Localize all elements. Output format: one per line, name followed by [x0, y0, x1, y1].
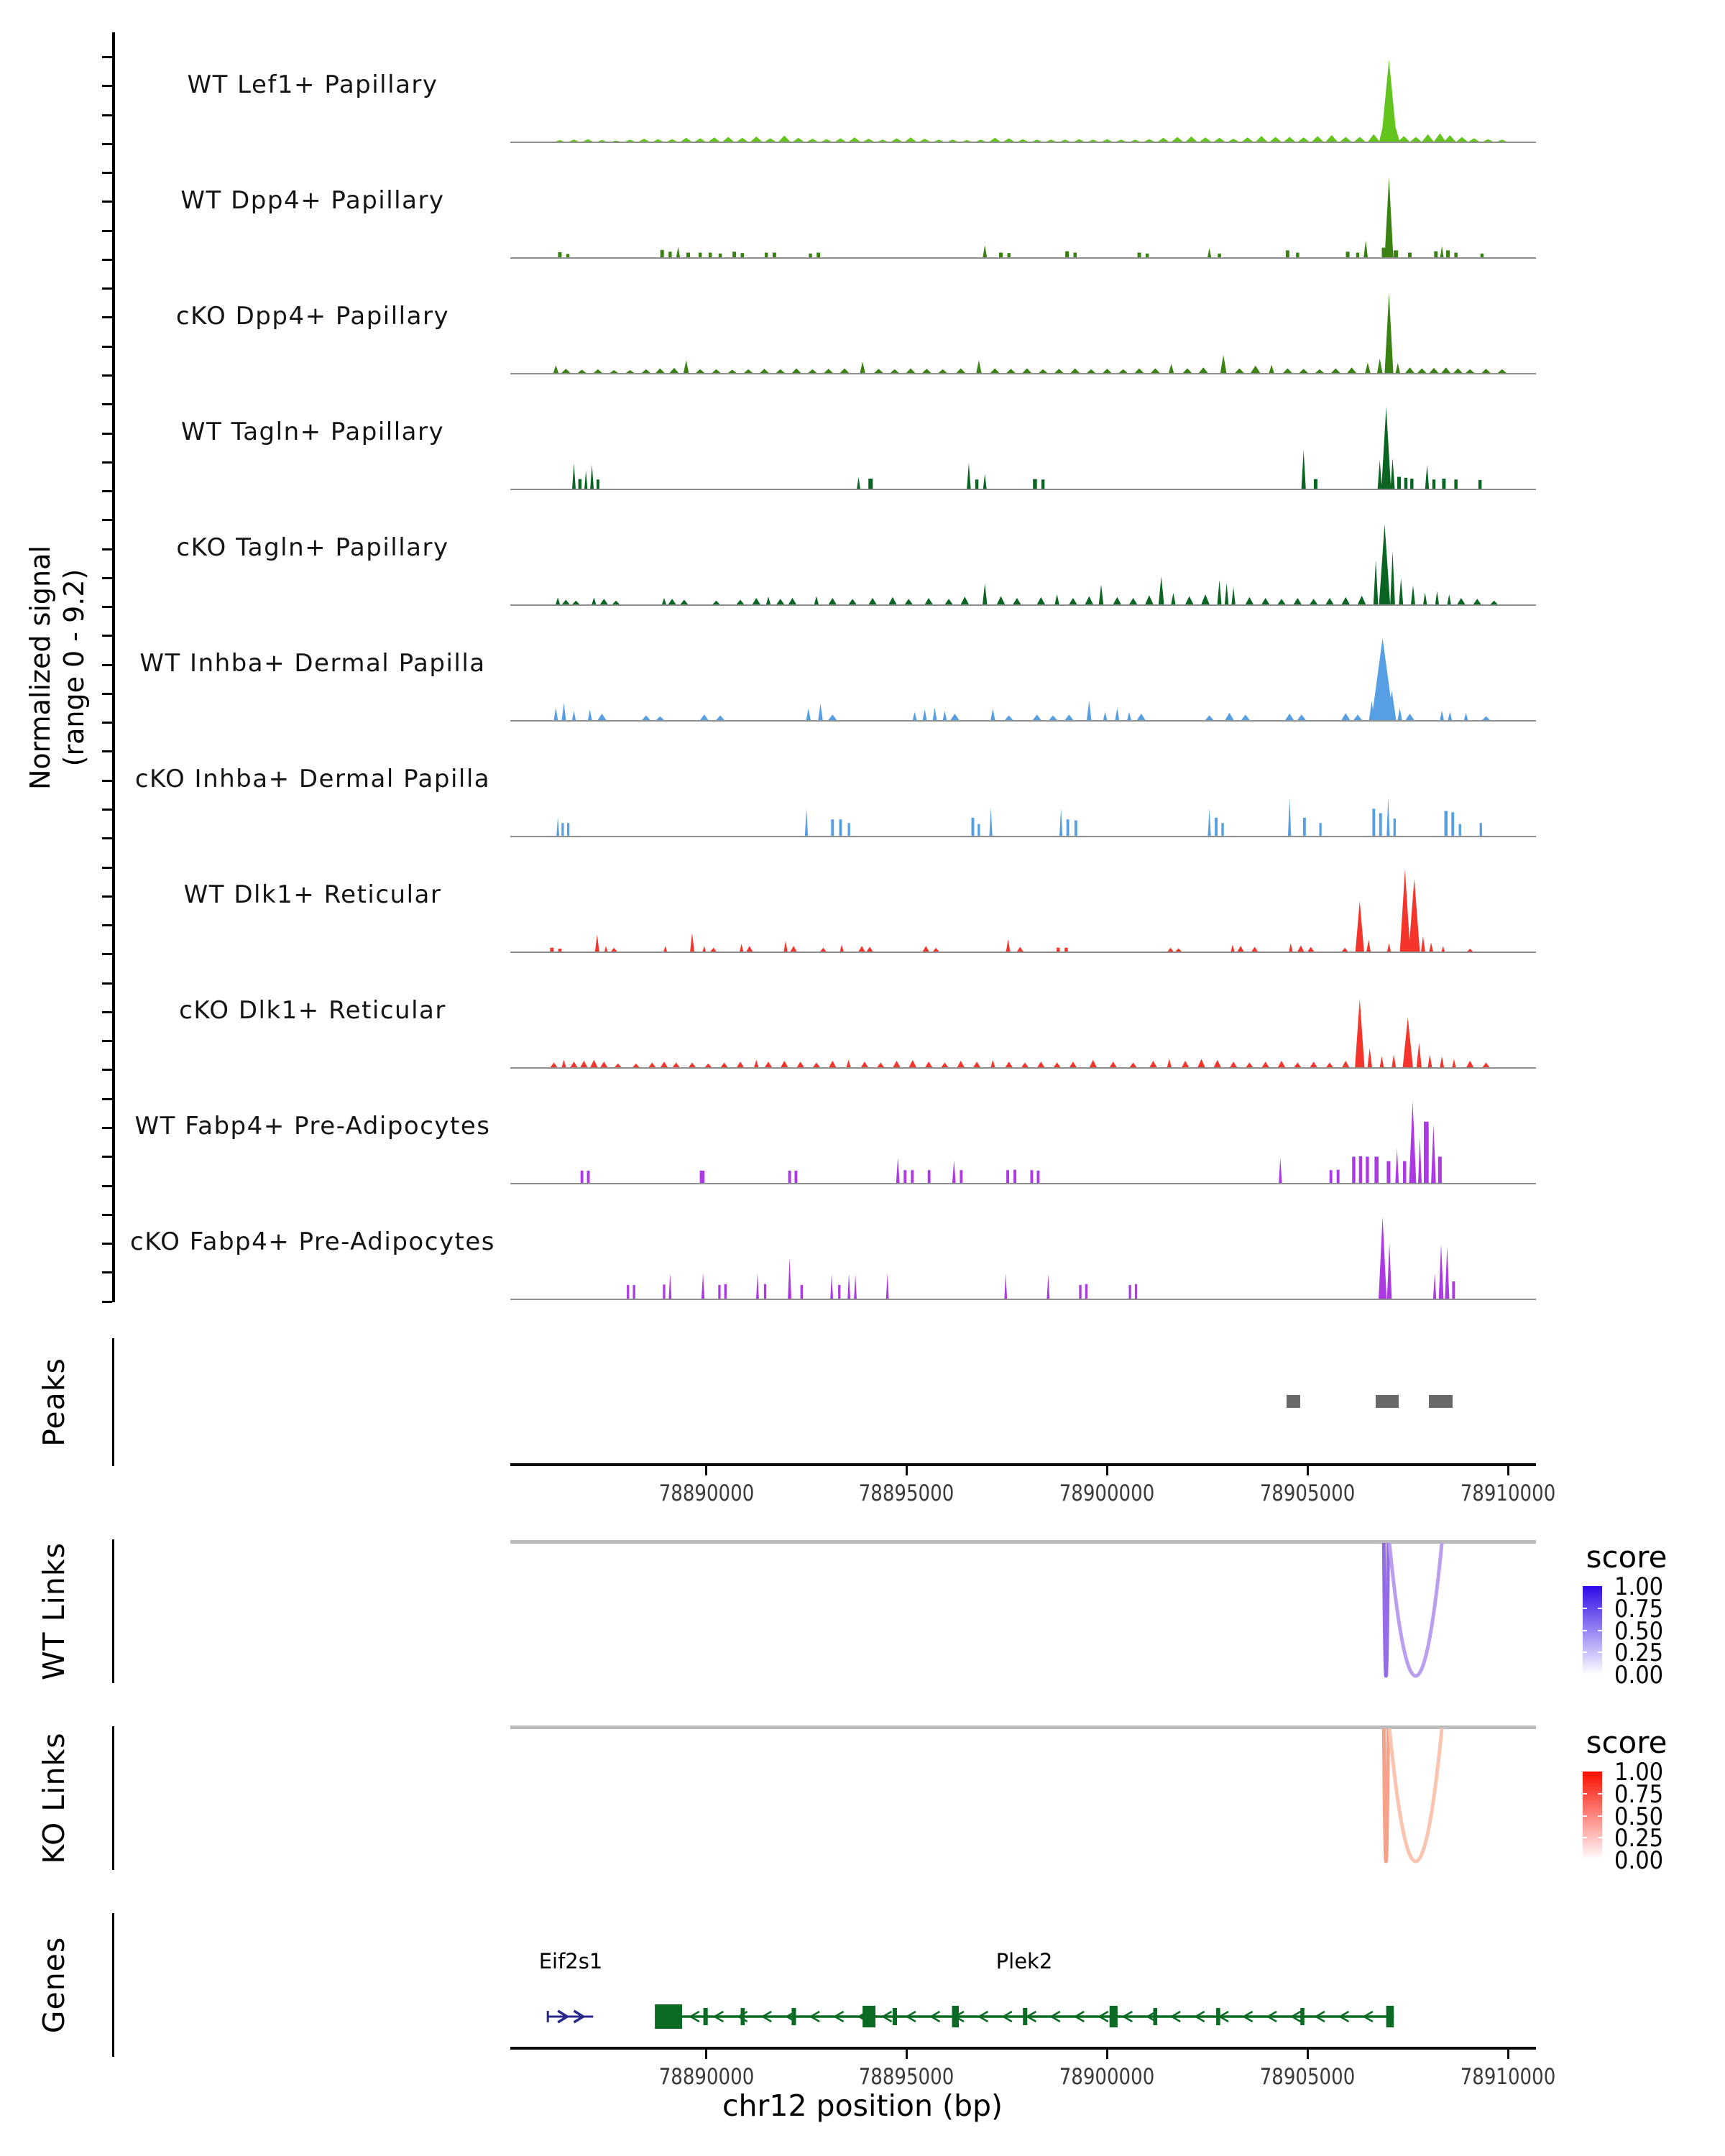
- signal-area: [676, 178, 1444, 259]
- x-axis-tick-label: 78895000: [858, 1480, 954, 1506]
- section-bracket: [112, 1338, 114, 1466]
- score-legend-title: score: [1586, 1539, 1668, 1575]
- signal-y-axis-tick: [102, 1156, 112, 1158]
- track-baseline: [510, 952, 1536, 953]
- x-axis-line: [510, 1463, 1536, 1466]
- score-legend-tick-label: 1.00: [1614, 1758, 1664, 1787]
- signal-y-axis-tick: [102, 548, 112, 550]
- score-legend-notch: [1598, 1815, 1602, 1817]
- signal-y-axis-tick: [102, 287, 112, 290]
- signal-y-axis-tick: [102, 490, 112, 492]
- wt-links-section-label: WT Links: [37, 1542, 71, 1680]
- signal-area-blocks: [581, 1122, 1442, 1184]
- score-legend-tick-label: 0.00: [1614, 1661, 1664, 1690]
- signal-area: [572, 407, 1429, 489]
- signal-y-axis-tick: [102, 433, 112, 435]
- x-axis-tick-label: 78905000: [1259, 2064, 1356, 2090]
- score-legend-notch: [1598, 1651, 1602, 1653]
- x-axis-tick-label: 78905000: [1259, 1480, 1356, 1506]
- signal-track-svg: [512, 59, 1535, 142]
- score-legend-notch: [1598, 1837, 1602, 1838]
- x-axis-tick-label: 78910000: [1460, 1480, 1556, 1506]
- section-bracket: [112, 1539, 114, 1683]
- signal-y-axis-tick: [102, 693, 112, 695]
- ko-links-section-label: KO Links: [37, 1732, 71, 1864]
- links-arcs-svg: [512, 1727, 1535, 1871]
- score-legend-notch: [1598, 1630, 1602, 1631]
- signal-y-axis-tick: [102, 1185, 112, 1187]
- signal-area-blocks: [627, 1281, 1455, 1299]
- signal-y-axis-tick: [102, 1243, 112, 1245]
- track-baseline: [510, 1299, 1536, 1300]
- signal-y-axis-tick: [102, 85, 112, 87]
- signal-area-blocks: [561, 808, 1482, 837]
- link-arc: [1384, 1728, 1388, 1861]
- signal-area: [550, 999, 1490, 1068]
- signal-area: [556, 525, 1499, 606]
- x-axis-tick: [1106, 1466, 1108, 1475]
- x-axis-tick: [1507, 1466, 1509, 1475]
- signal-y-axis-tick: [102, 780, 112, 782]
- score-legend-notch: [1583, 1651, 1587, 1653]
- peaks-section-label: Peaks: [37, 1358, 71, 1447]
- signal-y-axis-tick: [102, 316, 112, 318]
- signal-y-axis-tick: [102, 461, 112, 464]
- track-label: WT Tagln+ Papillary: [180, 418, 445, 446]
- score-legend-notch: [1583, 1608, 1587, 1609]
- signal-y-axis-tick: [102, 56, 112, 58]
- signal-y-axis-tick: [102, 606, 112, 608]
- link-arc: [1389, 1543, 1442, 1676]
- signal-y-axis-tick: [102, 201, 112, 203]
- score-legend-notch: [1583, 1837, 1587, 1838]
- track-baseline: [510, 836, 1536, 837]
- signal-y-axis-tick: [102, 1040, 112, 1042]
- signal-y-axis-tick: [102, 1127, 112, 1129]
- signal-y-axis-tick: [102, 837, 112, 839]
- track-label: WT Inhba+ Dermal Papilla: [139, 649, 486, 678]
- signal-y-axis-tick: [102, 172, 112, 174]
- genes-section-label: Genes: [37, 1936, 71, 2034]
- signal-y-axis-tick: [102, 808, 112, 811]
- signal-area: [668, 1217, 1449, 1299]
- signal-y-axis-tick: [102, 346, 112, 348]
- track-baseline: [510, 1067, 1536, 1069]
- gene-body-eif2s1: [548, 2016, 593, 2018]
- score-legend-tick-label: 1.00: [1614, 1572, 1664, 1601]
- signal-area: [553, 293, 1508, 374]
- signal-y-axis-tick: [102, 1098, 112, 1100]
- signal-y-axis-label-line1: Normalized signal: [24, 545, 56, 790]
- signal-area: [553, 60, 1509, 142]
- signal-track-svg: [512, 290, 1535, 374]
- score-legend-tick-label: 0.00: [1614, 1846, 1664, 1875]
- x-axis-tick-label: 78900000: [1059, 1480, 1155, 1506]
- signal-y-axis-tick: [102, 230, 112, 232]
- section-bracket: [112, 1913, 114, 2057]
- track-label: cKO Dlk1+ Reticular: [179, 996, 446, 1025]
- x-axis-tick: [1307, 1466, 1309, 1475]
- links-arcs-svg: [512, 1542, 1535, 1685]
- score-legend-tick-label: 0.50: [1614, 1617, 1664, 1646]
- score-legend-notch: [1598, 1793, 1602, 1795]
- signal-area-blocks: [579, 477, 1482, 490]
- x-axis-tick-label: 78910000: [1460, 2064, 1556, 2090]
- signal-track-svg: [512, 985, 1535, 1068]
- signal-y-axis-tick: [102, 953, 112, 955]
- score-legend-title: score: [1586, 1725, 1668, 1760]
- signal-track-svg: [512, 869, 1535, 952]
- score-legend-notch: [1583, 1630, 1587, 1631]
- genes-svg: [512, 1933, 1535, 2063]
- track-baseline: [510, 373, 1536, 374]
- signal-track-svg: [512, 1100, 1535, 1184]
- x-axis-tick-label: 78890000: [658, 2064, 755, 2090]
- signal-y-axis-tick: [102, 1069, 112, 1071]
- signal-y-axis-tick: [102, 722, 112, 724]
- track-baseline: [510, 604, 1536, 606]
- score-legend-notch: [1598, 1608, 1602, 1609]
- score-legend-notch: [1583, 1793, 1587, 1795]
- track-label: cKO Fabp4+ Pre-Adipocytes: [130, 1227, 495, 1256]
- signal-y-axis-tick: [102, 259, 112, 261]
- score-legend-tick-label: 0.25: [1614, 1824, 1664, 1853]
- signal-track-svg: [512, 637, 1535, 721]
- track-baseline: [510, 720, 1536, 722]
- signal-track-svg: [512, 1216, 1535, 1299]
- signal-y-axis-tick: [102, 635, 112, 637]
- gene-start-tick: [547, 2011, 549, 2022]
- peak-region: [1376, 1395, 1399, 1408]
- x-axis-tick: [705, 1466, 707, 1475]
- signal-y-axis-tick: [102, 1301, 112, 1303]
- x-axis-tick-label: 78890000: [658, 1480, 755, 1506]
- peak-region: [1429, 1395, 1453, 1408]
- signal-y-axis-tick: [102, 403, 112, 405]
- signal-area: [553, 638, 1491, 721]
- x-axis-tick-label: 78895000: [858, 2064, 954, 2090]
- section-bracket: [112, 1726, 114, 1870]
- track-baseline: [510, 257, 1536, 259]
- signal-track-svg: [512, 753, 1535, 837]
- signal-y-axis-tick: [102, 1214, 112, 1216]
- track-label: cKO Dpp4+ Papillary: [175, 302, 450, 331]
- x-axis-tick-label: 78900000: [1059, 2064, 1155, 2090]
- track-label: cKO Inhba+ Dermal Papilla: [134, 765, 491, 793]
- link-arc: [1389, 1728, 1442, 1861]
- signal-y-axis-tick: [102, 1011, 112, 1013]
- peak-region: [1287, 1395, 1300, 1408]
- signal-y-axis-tick: [102, 924, 112, 926]
- signal-y-axis-tick: [102, 114, 112, 116]
- signal-y-axis-tick: [102, 664, 112, 666]
- score-legend-tick-label: 0.50: [1614, 1802, 1664, 1831]
- signal-y-axis-tick: [102, 982, 112, 985]
- signal-track-svg: [512, 406, 1535, 489]
- gene-label-plek2: Plek2: [995, 1949, 1053, 1973]
- signal-y-axis-tick: [102, 1271, 112, 1273]
- signal-y-axis-tick: [102, 867, 112, 869]
- score-legend-notch: [1583, 1815, 1587, 1817]
- x-axis-title: chr12 position (bp): [722, 2088, 1003, 2123]
- track-label: WT Lef1+ Papillary: [187, 70, 438, 99]
- signal-track-svg: [512, 175, 1535, 258]
- link-arc: [1384, 1543, 1388, 1676]
- gene-label-eif2s1: Eif2s1: [538, 1949, 603, 1973]
- track-baseline: [510, 489, 1536, 490]
- score-legend-tick-label: 0.75: [1614, 1780, 1664, 1809]
- signal-area: [595, 870, 1474, 952]
- track-baseline: [510, 142, 1536, 143]
- track-label: WT Dpp4+ Papillary: [180, 186, 445, 215]
- signal-y-axis-label: [24, 430, 91, 905]
- x-axis-tick: [906, 1466, 908, 1475]
- score-legend-tick-label: 0.25: [1614, 1639, 1664, 1667]
- signal-y-axis-label-line2: (range 0 - 9.2): [58, 568, 90, 767]
- track-baseline: [510, 1183, 1536, 1184]
- track-label: WT Dlk1+ Reticular: [183, 880, 442, 909]
- score-legend-tick-label: 0.75: [1614, 1595, 1664, 1623]
- signal-y-axis-tick: [102, 143, 112, 145]
- track-label: cKO Tagln+ Papillary: [176, 533, 449, 562]
- signal-area-blocks: [558, 248, 1484, 258]
- signal-y-axis-tick: [102, 374, 112, 377]
- signal-track-svg: [512, 522, 1535, 605]
- signal-y-axis-tick: [102, 519, 112, 521]
- signal-y-axis-tick: [102, 750, 112, 752]
- track-label: WT Fabp4+ Pre-Adipocytes: [134, 1112, 491, 1141]
- signal-y-axis-tick: [102, 895, 112, 898]
- signal-y-axis-tick: [102, 577, 112, 579]
